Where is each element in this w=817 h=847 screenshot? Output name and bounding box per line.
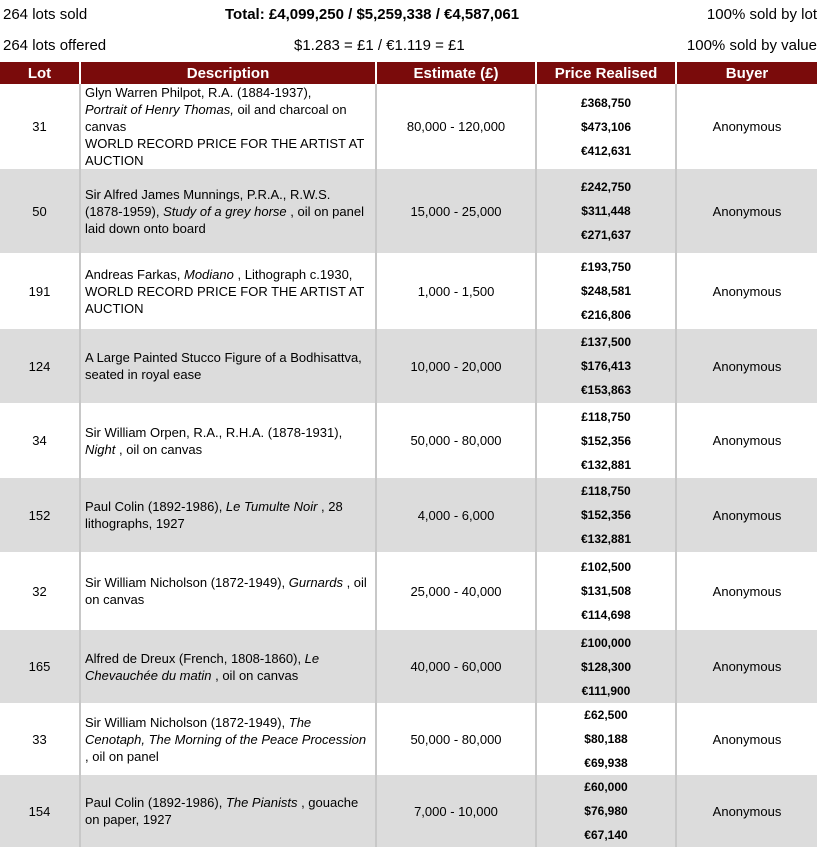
price-gbp: £118,750 xyxy=(581,409,631,424)
table-row xyxy=(0,703,817,775)
price-gbp: £137,500 xyxy=(580,335,632,349)
price-realised xyxy=(536,630,676,703)
description-text: , Lithograph c.1930, xyxy=(233,266,353,282)
artwork-title: Modiano xyxy=(184,266,234,282)
estimate-value: 50,000 - 80,000 xyxy=(376,403,536,478)
estimate-value: 15,000 - 25,000 xyxy=(376,169,536,253)
price-realised xyxy=(536,253,676,329)
column-header-price: Price Realised xyxy=(536,62,676,84)
artwork-title: Night xyxy=(85,441,116,457)
estimate-value: 40,000 - 60,000 xyxy=(376,630,536,703)
lots-sold-text: 264 lots sold xyxy=(3,6,88,23)
lot-number: 33 xyxy=(0,703,80,775)
lot-number: 124 xyxy=(0,329,80,403)
buyer-name: Anonymous xyxy=(676,169,817,253)
description-text: WORLD RECORD PRICE FOR THE ARTIST AT AUCTION xyxy=(85,283,365,316)
lots-offered-text: 264 lots offered xyxy=(3,37,107,54)
lot-number: 152 xyxy=(0,478,80,552)
table-row xyxy=(0,329,817,403)
buyer-name: Anonymous xyxy=(676,775,817,847)
price-realised xyxy=(536,169,676,253)
price-realised xyxy=(536,703,676,775)
price-realised xyxy=(536,775,676,847)
description-text: , gouache on paper, 1927 xyxy=(85,795,359,827)
buyer-name: Anonymous xyxy=(676,403,817,478)
artwork-title: Le Tumulte Noir xyxy=(225,499,318,514)
lot-description xyxy=(80,630,376,703)
table-row xyxy=(0,84,817,169)
price-eur: €153,863 xyxy=(580,383,632,397)
lot-description xyxy=(80,403,376,478)
description-text: Glyn Warren Philpot, R.A. (1884-1937), xyxy=(85,85,312,100)
price-gbp: £242,750 xyxy=(580,180,632,194)
column-header-description: Description xyxy=(80,62,376,84)
price-eur: €67,140 xyxy=(584,828,628,842)
table-row xyxy=(0,775,817,847)
sale-summary xyxy=(0,0,817,62)
estimate-value: 10,000 - 20,000 xyxy=(376,329,536,403)
column-header-estimate: Estimate (£) xyxy=(376,62,536,84)
lot-description xyxy=(80,84,376,169)
column-header-buyer: Buyer xyxy=(676,62,817,84)
price-eur: €132,881 xyxy=(580,457,632,472)
description-text: Alfred de Dreux (French, 1808-1860), xyxy=(85,650,305,666)
buyer-name: Anonymous xyxy=(676,703,817,775)
table-row xyxy=(0,253,817,329)
lot-description xyxy=(80,253,376,329)
table-row xyxy=(0,552,817,630)
lot-description xyxy=(80,703,376,775)
lot-description xyxy=(80,329,376,403)
artwork-title: Portrait of Henry Thomas, xyxy=(85,102,234,117)
buyer-name: Anonymous xyxy=(676,329,817,403)
lot-number: 31 xyxy=(0,84,80,169)
price-usd: $128,300 xyxy=(580,659,632,674)
estimate-value: 50,000 - 80,000 xyxy=(376,703,536,775)
buyer-name: Anonymous xyxy=(676,478,817,552)
price-usd: $76,980 xyxy=(584,804,628,818)
buyer-name: Anonymous xyxy=(676,630,817,703)
description-text: Sir William Nicholson (1872-1949), xyxy=(85,575,289,590)
sale-total-text: Total: £4,099,250 / $5,259,338 / €4,587,061 xyxy=(225,6,520,23)
price-eur: €412,631 xyxy=(580,143,632,158)
price-gbp: £368,750 xyxy=(580,95,632,110)
exchange-rates-text: $1.283 = £1 / €1.119 = £1 xyxy=(294,37,465,54)
price-eur: €271,637 xyxy=(580,228,632,242)
artwork-title: Study of a grey horse xyxy=(163,203,287,219)
price-gbp: £118,750 xyxy=(581,484,631,498)
price-eur: €69,938 xyxy=(584,756,628,770)
table-header-row xyxy=(0,62,817,84)
artwork-title: The Cenotaph, The Morning of the Peace Procession xyxy=(85,714,367,747)
sold-by-value-text: 100% sold by value xyxy=(686,37,817,54)
description-text: Sir Alfred James Munnings, P.R.A., R.W.S. (1878-1959), xyxy=(85,186,331,219)
results-table xyxy=(0,62,817,847)
price-usd: $176,413 xyxy=(580,359,632,373)
lot-number: 34 xyxy=(0,403,80,478)
table-row xyxy=(0,169,817,253)
price-realised xyxy=(536,403,676,478)
description-text: , oil on panel xyxy=(85,748,159,764)
lot-description xyxy=(80,775,376,847)
price-usd: $473,106 xyxy=(580,119,632,134)
description-text: , oil on canvas xyxy=(115,441,203,457)
price-usd: $80,188 xyxy=(584,732,628,746)
lot-number: 191 xyxy=(0,253,80,329)
price-realised xyxy=(536,84,676,169)
description-text: Andreas Farkas, xyxy=(85,266,184,282)
estimate-value: 80,000 - 120,000 xyxy=(376,84,536,169)
price-usd: $311,448 xyxy=(581,204,631,218)
estimate-value: 7,000 - 10,000 xyxy=(376,775,536,847)
description-text: Paul Colin (1892-1986), xyxy=(85,499,226,514)
sold-by-lot-text: 100% sold by lot xyxy=(706,6,817,23)
table-row xyxy=(0,630,817,703)
price-eur: €111,900 xyxy=(581,683,631,698)
price-eur: €216,806 xyxy=(580,308,632,322)
price-gbp: £62,500 xyxy=(584,708,628,722)
price-gbp: £193,750 xyxy=(580,260,632,274)
description-text: , oil on canvas xyxy=(85,575,367,607)
table-row xyxy=(0,478,817,552)
price-eur: €114,698 xyxy=(581,608,631,622)
price-eur: €132,881 xyxy=(580,532,632,546)
price-usd: $152,356 xyxy=(580,433,632,448)
price-gbp: £100,000 xyxy=(580,635,632,650)
lot-description xyxy=(80,552,376,630)
price-usd: $248,581 xyxy=(580,284,632,298)
buyer-name: Anonymous xyxy=(676,253,817,329)
estimate-value: 25,000 - 40,000 xyxy=(376,552,536,630)
column-header-lot: Lot xyxy=(0,62,80,84)
lot-number: 165 xyxy=(0,630,80,703)
description-text: Sir William Orpen, R.A., R.H.A. (1878-1931), xyxy=(85,424,343,440)
lot-number: 50 xyxy=(0,169,80,253)
price-usd: $152,356 xyxy=(580,508,632,522)
description-text: , 28 lithographs, 1927 xyxy=(85,499,343,531)
price-gbp: £102,500 xyxy=(580,560,632,574)
estimate-value: 4,000 - 6,000 xyxy=(376,478,536,552)
table-row xyxy=(0,403,817,478)
description-text: WORLD RECORD PRICE FOR THE ARTIST AT AUCTION xyxy=(85,136,365,168)
price-realised xyxy=(536,552,676,630)
description-text: A Large Painted Stucco Figure of a Bodhisattva, seated in royal ease xyxy=(85,350,362,382)
lot-description xyxy=(80,169,376,253)
price-usd: $131,508 xyxy=(580,584,632,598)
description-text: , oil on canvas xyxy=(211,667,299,683)
buyer-name: Anonymous xyxy=(676,552,817,630)
description-text: Sir William Nicholson (1872-1949), xyxy=(85,714,289,730)
estimate-value: 1,000 - 1,500 xyxy=(376,253,536,329)
buyer-name: Anonymous xyxy=(676,84,817,169)
table-body xyxy=(0,84,817,847)
price-realised xyxy=(536,478,676,552)
artwork-title: Gurnards xyxy=(288,575,343,590)
lot-number: 154 xyxy=(0,775,80,847)
description-text: Paul Colin (1892-1986), xyxy=(85,795,226,810)
description-text: , oil on panel laid down onto board xyxy=(85,203,364,236)
artwork-title: Le Chevauchée du matin xyxy=(85,650,320,683)
lot-number: 32 xyxy=(0,552,80,630)
lot-description xyxy=(80,478,376,552)
price-gbp: £60,000 xyxy=(584,780,628,794)
description-text: oil and charcoal on canvas xyxy=(85,102,347,134)
price-realised xyxy=(536,329,676,403)
artwork-title: The Pianists xyxy=(225,795,298,810)
